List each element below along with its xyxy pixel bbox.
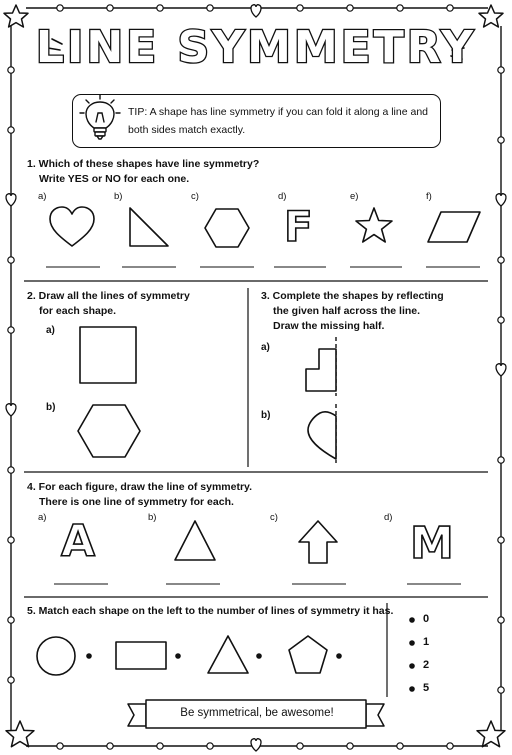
q3-instruction: the given half across the line. xyxy=(273,305,421,317)
option-2: 2 xyxy=(423,659,430,671)
q4-label-a: a) xyxy=(38,512,47,523)
q3-prompt: 3. Complete the shapes by reflecting xyxy=(261,290,444,302)
q1-prompt: 1. Which of these shapes have line symmetry? xyxy=(27,158,260,170)
q3-instruction-2: Draw the missing half. xyxy=(273,320,385,332)
tip-text: TIP: A shape has line symmetry if you can fold it along a line and both sides match exactly. xyxy=(128,106,428,136)
q1-label-e: e) xyxy=(350,191,359,202)
banner-slogan: Be symmetrical, be awesome! xyxy=(180,707,334,719)
letter-a-shape: A xyxy=(61,516,96,567)
option-5: 5 xyxy=(423,682,430,694)
q4-instruction: There is one line of symmetry for each. xyxy=(39,496,234,508)
q1-label-d: d) xyxy=(278,191,287,202)
q1-label-b: b) xyxy=(114,191,123,202)
q1-instruction: Write YES or NO for each one. xyxy=(39,173,190,185)
q1-label-f: f) xyxy=(426,191,432,202)
q3-label-a: a) xyxy=(261,342,270,353)
q4-label-d: d) xyxy=(384,512,393,523)
q4-label-b: b) xyxy=(148,512,157,523)
q2-label-a: a) xyxy=(46,325,55,336)
q4-prompt: 4. For each figure, draw the line of symmetry. xyxy=(27,481,253,493)
option-1: 1 xyxy=(423,636,430,648)
option-0: 0 xyxy=(423,613,430,625)
q2-label-b: b) xyxy=(46,402,56,413)
q1-label-c: c) xyxy=(191,191,199,202)
letter-m-shape: M xyxy=(410,518,454,569)
q4-label-c: c) xyxy=(270,512,278,523)
q2-prompt: 2. Draw all the lines of symmetry xyxy=(27,290,190,302)
q2-instruction: for each shape. xyxy=(39,305,117,317)
q3-label-b: b) xyxy=(261,410,271,421)
q1-label-a: a) xyxy=(38,191,47,202)
letter-f-shape: F xyxy=(284,202,313,251)
page-title: LINE SYMMETRY xyxy=(35,22,477,73)
q5-prompt: 5. Match each shape on the left to the number of lines of symmetry it has. xyxy=(27,605,394,617)
